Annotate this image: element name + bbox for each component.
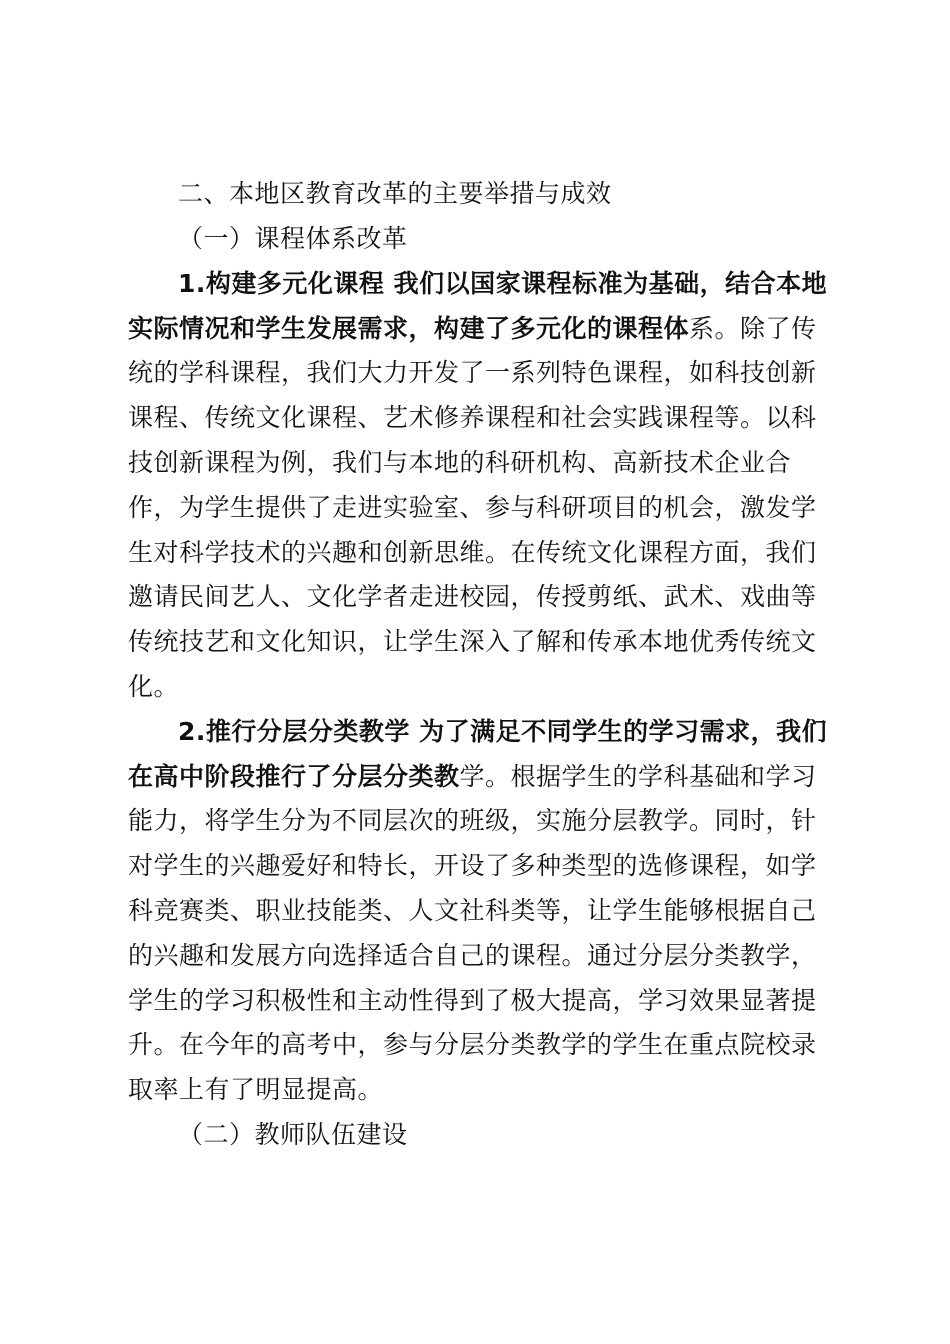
item-2-line-2 [128, 755, 817, 799]
paragraph-line: 生对科学技术的兴趣和创新思维。在传统文化课程方面，我们 [128, 538, 817, 567]
paragraph-line: 课程、传统文化课程、艺术修养课程和社会实践课程等。以科 [128, 403, 817, 432]
subsection-heading-1: （一）课程体系改革 [178, 224, 408, 253]
paragraph-line: 作，为学生提供了走进实验室、参与科研项目的机会，激发学 [128, 493, 817, 522]
paragraph-line: 的兴趣和发展方向选择适合自己的课程。通过分层分类教学， [128, 941, 817, 970]
item-1-bold-line-2: 实际情况和学生发展需求，构建了多元化的课程体 [128, 314, 690, 343]
paragraph-line: 传统技艺和文化知识，让学生深入了解和传承本地优秀传统文 [128, 627, 817, 656]
item-1-line-2-rest: 系。除了传 [689, 314, 817, 343]
paragraph-line: 升。在今年的高考中，参与分层分类教学的学生在重点院校录 [128, 1030, 817, 1059]
paragraph-line: 学生的学习积极性和主动性得到了极大提高，学习效果显著提 [128, 986, 817, 1015]
paragraph-line: 邀请民间艺人、文化学者走进校园，传授剪纸、武术、戏曲等 [128, 582, 817, 611]
section-heading: 二、本地区教育改革的主要举措与成效 [178, 179, 612, 208]
item-1-line-2 [128, 307, 817, 351]
item-2-line-2-rest: 学。根据学生的学科基础和学习 [459, 762, 817, 791]
paragraph-line: 技创新课程为例，我们与本地的科研机构、高新技术企业合 [128, 448, 792, 477]
paragraph-line: 科竞赛类、职业技能类、人文社科类等，让学生能够根据自己 [128, 896, 817, 925]
subsection-heading-2: （二）教师队伍建设 [178, 1120, 408, 1149]
item-2-bold-line-2: 在高中阶段推行了分层分类教 [128, 762, 460, 791]
item-2-bold-line-1: 2.推行分层分类教学 为了满足不同学生的学习需求，我们 [178, 717, 828, 746]
paragraph-line: 对学生的兴趣爱好和特长，开设了多种类型的选修课程，如学 [128, 851, 817, 880]
paragraph-line: 化。 [128, 672, 180, 701]
paragraph-line: 能力，将学生分为不同层次的班级，实施分层教学。同时，针 [128, 806, 817, 835]
paragraph-line: 统的学科课程，我们大力开发了一系列特色课程，如科技创新 [128, 358, 817, 387]
item-1-bold-line-1: 1.构建多元化课程 我们以国家课程标准为基础，结合本地 [178, 269, 828, 298]
paragraph-line: 取率上有了明显提高。 [128, 1075, 384, 1104]
